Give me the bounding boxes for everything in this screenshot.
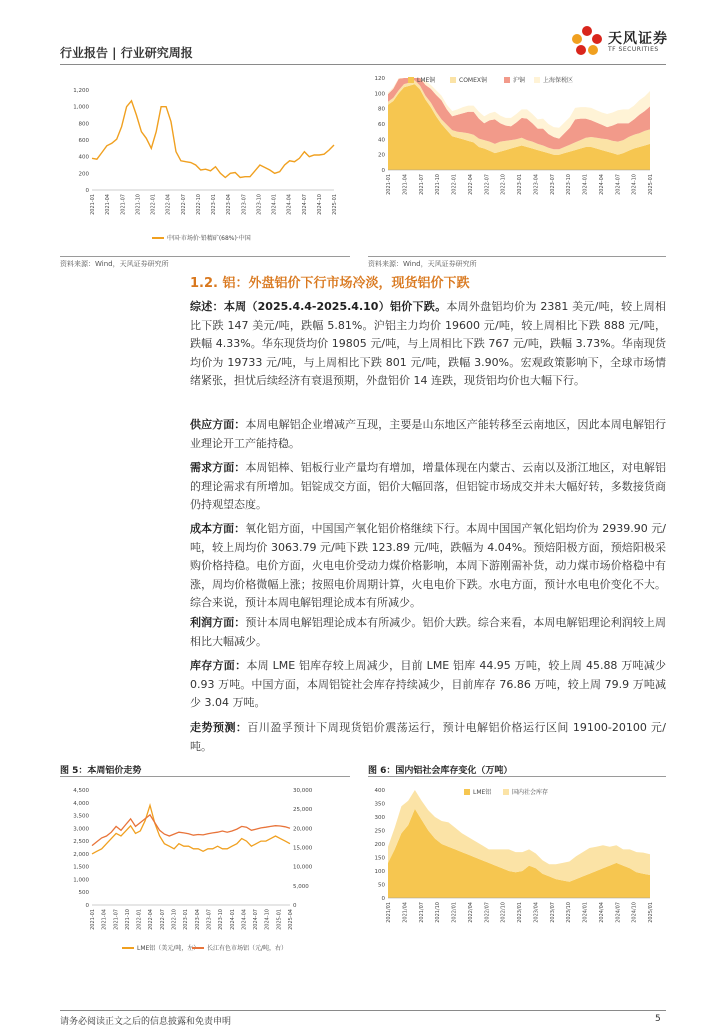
x-tick-label: 2022-01 (136, 909, 143, 930)
logo-subtext: TF SECURITIES (608, 46, 659, 53)
y-tick-label: 2,500 (73, 839, 89, 846)
x-tick-label: 2021-01 (90, 909, 96, 930)
y-tick-label: 100 (374, 869, 385, 875)
legend-swatch (450, 77, 456, 83)
x-tick-label: 2021-10 (135, 194, 142, 215)
x-tick-label: 2021/04 (402, 902, 409, 923)
paragraph-text: 本周电解铝企业增减产互现，主要是山东地区产能转移至云南地区，因此本周电解铝行业理论开工产能持稳。 (190, 418, 666, 450)
y-tick-label: 500 (78, 890, 89, 897)
fig6-chart (368, 780, 664, 930)
x-tick-label: 2024-01 (582, 174, 589, 195)
paragraph-text: 氧化铝方面，中国国产氧化铝价格继续下行。本周中国国产氧化铝均价为 2939.90 元/吨，较上周均价 3063.79 元/吨下跌 123.89 元/吨，跌幅为 4.04%。预焙阳极方面，预焙阳极采购价格持稳。电价方面，火电电价受动力煤价格影响，本周下游刚需补货，动力煤市场价格稳中有涨，周均价格微幅上涨；按照电价周期计算，火电电价下跌。水电方面，预计水电电价变化不大。综合来说，预计本周电解铝理论成本有所减少。 (190, 522, 667, 609)
y-tick-label: 4,500 (73, 788, 89, 794)
y-tick-label-right: 5,000 (293, 883, 309, 890)
x-tick-label: 2023-01 (183, 909, 190, 930)
y-tick-label: 400 (374, 788, 385, 794)
x-tick-label: 2025/01 (648, 902, 654, 923)
x-tick-label: 2024-07 (301, 194, 308, 215)
x-tick-label: 2021-07 (418, 174, 425, 195)
x-tick-label: 2023-04 (226, 194, 233, 215)
y-tick-label: 200 (78, 171, 89, 178)
fig5-caption: 图 5：本周铝价走势 (60, 766, 142, 776)
footer-disclaimer: 请务必阅读正文之后的信息披露和免责申明 (60, 1017, 232, 1027)
x-tick-label: 2023/07 (549, 902, 556, 923)
x-tick-label: 2023-07 (206, 909, 213, 930)
x-tick-label: 2022-04 (165, 194, 172, 215)
top-left-chart (64, 70, 344, 255)
x-tick-label: 2024/10 (631, 902, 638, 923)
y-tick-label: 40 (378, 137, 385, 144)
y-tick-label: 100 (374, 91, 385, 98)
y-tick-label: 120 (374, 76, 385, 82)
paragraph-text: 百川盈孚预计下周现货铝价震荡运行，预计电解铝价格运行区间 19100-20100 元/吨。 (190, 721, 667, 753)
section-title: 1.2. 铝：外盘铝价下行市场冷淡，现货铝价下跌 (190, 276, 470, 291)
x-tick-label: 2024-04 (598, 174, 605, 195)
x-tick-label: 2024/01 (582, 902, 589, 923)
legend-label: 国内社会库存 (512, 789, 549, 796)
y-tick-label: 1,000 (73, 104, 89, 111)
paragraph-overview (190, 298, 666, 391)
x-tick-label: 2023/01 (517, 902, 523, 923)
paragraph-key: 需求方面： (190, 461, 246, 474)
y-tick-label: 0 (85, 903, 89, 909)
paragraph-text: 预计本周电解铝理论成本有所减少。铝价大跌。综合来看，本周电解铝理论利润较上周相比大幅减少。 (190, 616, 666, 648)
x-tick-label: 2021/10 (435, 902, 442, 923)
x-tick-label: 2021-07 (120, 194, 127, 215)
y-tick-label-right: 15,000 (293, 845, 313, 852)
y-tick-label: 60 (378, 122, 385, 128)
paragraph-text: 本周外盘铝均价为 2381 美元/吨，较上周相比下跌 147 美元/吨，跌幅 5.81%。沪铝主力均价 19600 元/吨，较上周相比下跌 888 元/吨，跌幅 4.33%。华东现货均价 19805 元/吨，与上周相比下跌 767 元/吨，跌幅 3.73%。华南现货均价为 19733 元/吨，与上周相比下跌 801 元/吨，跌幅 3.90%。宏观政策影响下，全球市场情绪紧张，担忧后续经济有衰退预期，外盘铝价 14 连跌，现货铝均价也大幅下行。 (190, 300, 666, 387)
fig5-chart (64, 780, 350, 960)
x-tick-label: 2025-01 (648, 174, 654, 195)
legend-label: LME铝（美元/吨，左） (137, 945, 200, 952)
top-right-source: 资料来源：Wind，天风证券研究所 (368, 260, 477, 268)
fig5-chart-svg (64, 780, 350, 960)
y-tick-label: 200 (374, 842, 385, 848)
y-tick-label-right: 25,000 (293, 807, 313, 814)
x-tick-label: 2021-10 (435, 174, 442, 195)
x-tick-label: 2024-07 (615, 174, 622, 195)
line-series (92, 101, 334, 178)
paragraph-forecast (190, 719, 666, 756)
legend-swatch (503, 789, 509, 795)
x-tick-label: 2022-04 (148, 909, 155, 930)
x-tick-label: 2021-04 (105, 194, 112, 215)
top-left-chart-svg (64, 70, 344, 255)
caption-divider (368, 776, 666, 777)
paragraph-key: 成本方面： (190, 522, 246, 535)
y-tick-label: 600 (78, 138, 89, 144)
x-tick-label: 2022/04 (467, 902, 474, 923)
x-tick-label: 2023-01 (517, 174, 523, 195)
caption-divider (60, 776, 350, 777)
y-tick-label: 250 (374, 828, 385, 835)
x-tick-label: 2022-10 (195, 194, 202, 215)
x-tick-label: 2023-10 (218, 909, 225, 930)
x-tick-label: 2021/01 (386, 902, 392, 923)
x-tick-label: 2022-10 (500, 174, 507, 195)
legend-swatch (534, 77, 540, 83)
y-tick-label: 80 (378, 106, 385, 113)
legend-label: COMEX铜 (459, 77, 487, 84)
paragraph-cost (190, 520, 666, 613)
paragraph-text: 本周铝棒、铝板行业产量均有增加，增量体现在内蒙古、云南以及浙江地区，对电解铝的理论需求有所增加。铝锭成交方面，铝价大幅回落，但铝锭市场成交并未大幅好转，多数接货商仍持观望态度。 (190, 461, 666, 511)
paragraph-text: 本周 LME 铝库存较上周减少，目前 LME 铝库 44.95 万吨，较上周 45.88 万吨减少 0.93 万吨。中国方面，本周铝锭社会库存持续减少，目前库存 76.86 万吨，较上周 79.9 万吨减少 3.04 万吨。 (190, 659, 667, 709)
y-tick-label-right: 10,000 (293, 864, 313, 871)
x-tick-label: 2023-10 (256, 194, 263, 215)
top-right-chart-svg (368, 70, 664, 255)
logo-text: 天风证券 (608, 31, 668, 47)
x-tick-label: 2024-10 (631, 174, 638, 195)
legend-swatch (408, 77, 414, 83)
y-tick-label: 1,000 (73, 877, 89, 884)
x-tick-label: 2023-01 (211, 194, 217, 215)
x-tick-label: 2024-10 (316, 194, 323, 215)
y-tick-label: 2,000 (73, 851, 89, 858)
paragraph-supply (190, 416, 666, 453)
x-tick-label: 2023-04 (533, 174, 540, 195)
x-tick-label: 2021-04 (101, 909, 108, 930)
y-tick-label: 150 (374, 855, 385, 862)
y-tick-label: 0 (381, 896, 385, 902)
y-tick-label: 0 (381, 168, 385, 174)
legend-swatch (504, 77, 510, 83)
paragraph-key: 供应方面： (190, 418, 246, 431)
fig6-caption: 图 6：国内铝社会库存变化（万吨） (368, 766, 513, 776)
x-tick-label: 2025-01 (332, 194, 338, 215)
header-divider (60, 64, 666, 65)
x-tick-label: 2025-01 (276, 909, 283, 930)
x-tick-label: 2021/07 (418, 902, 425, 923)
x-tick-label: 2024-07 (253, 909, 260, 930)
y-tick-label-right: 0 (293, 903, 297, 909)
x-tick-label: 2022-04 (467, 174, 474, 195)
footer-divider (60, 1010, 666, 1011)
report-category: 行业报告 | 行业研究周报 (60, 46, 193, 60)
y-tick-label: 350 (374, 801, 385, 808)
x-tick-label: 2024-01 (271, 194, 278, 215)
paragraph-key: 走势预测： (190, 721, 248, 734)
logo-flower-icon (568, 22, 606, 60)
x-tick-label: 2023-07 (549, 174, 556, 195)
y-tick-label: 800 (78, 121, 89, 128)
top-right-chart (368, 70, 664, 255)
x-tick-label: 2025-04 (288, 909, 294, 930)
top-left-source: 资料来源：Wind，天风证券研究所 (60, 260, 169, 268)
chart-divider (368, 256, 666, 257)
x-tick-label: 2022/01 (451, 902, 458, 923)
paragraph-demand (190, 459, 666, 515)
y-tick-label: 3,500 (73, 813, 89, 820)
legend-swatch (464, 789, 470, 795)
legend-label: LME铝 (473, 789, 492, 796)
x-tick-label: 2022/10 (500, 902, 507, 923)
x-tick-label: 2023/10 (566, 902, 573, 923)
x-tick-label: 2023-07 (241, 194, 248, 215)
legend-label: 长江有色市场铝（元/吨，右） (207, 945, 288, 952)
y-tick-label: 20 (378, 152, 385, 159)
x-tick-label: 2022/07 (484, 902, 491, 923)
x-tick-label: 2021-10 (124, 909, 131, 930)
y-tick-label: 4,000 (73, 800, 89, 807)
x-tick-label: 2021-01 (386, 174, 392, 195)
x-tick-label: 2022-07 (159, 909, 166, 930)
legend-label: LME铜 (417, 77, 436, 84)
paragraph-key: 库存方面： (190, 659, 247, 672)
y-tick-label: 400 (78, 154, 89, 161)
paragraph-profit (190, 614, 666, 651)
y-tick-label: 1,500 (73, 864, 89, 871)
x-tick-label: 2022-01 (451, 174, 458, 195)
page-number: 5 (655, 1014, 661, 1024)
chart-divider (60, 256, 350, 257)
y-tick-label: 1,200 (73, 88, 89, 94)
x-tick-label: 2023-10 (566, 174, 573, 195)
x-tick-label: 2023/04 (533, 902, 540, 923)
y-tick-label-right: 20,000 (293, 826, 313, 833)
company-logo (568, 22, 678, 62)
y-tick-label: 0 (85, 188, 89, 194)
x-tick-label: 2024/07 (615, 902, 622, 923)
legend-label: 上海保税区 (543, 77, 574, 84)
x-tick-label: 2023-04 (194, 909, 201, 930)
x-tick-label: 2024-04 (286, 194, 293, 215)
x-tick-label: 2022-10 (171, 909, 178, 930)
x-tick-label: 2024-04 (241, 909, 248, 930)
x-tick-label: 2021-07 (113, 909, 120, 930)
x-tick-label: 2021-04 (402, 174, 409, 195)
x-tick-label: 2024-01 (229, 909, 236, 930)
paragraph-inventory (190, 657, 666, 713)
y-tick-label: 300 (374, 815, 385, 821)
x-tick-label: 2024/04 (598, 902, 605, 923)
y-tick-label: 50 (378, 882, 385, 889)
y-tick-label-right: 30,000 (293, 788, 313, 794)
x-tick-label: 2022-01 (150, 194, 157, 215)
fig6-chart-svg (368, 780, 664, 930)
y-tick-label: 3,000 (73, 826, 89, 833)
legend-label: 中国·市场价·铅精矿(68%)·中国 (167, 235, 251, 242)
legend-label: 沪铜 (513, 77, 526, 84)
x-tick-label: 2024-10 (264, 909, 271, 930)
x-tick-label: 2021-01 (90, 194, 96, 215)
paragraph-key: 综述：本周（2025.4.4-2025.4.10）铝价下跌。 (190, 300, 447, 313)
paragraph-key: 利润方面： (190, 616, 246, 629)
x-tick-label: 2022-07 (484, 174, 491, 195)
x-tick-label: 2022-07 (180, 194, 187, 215)
